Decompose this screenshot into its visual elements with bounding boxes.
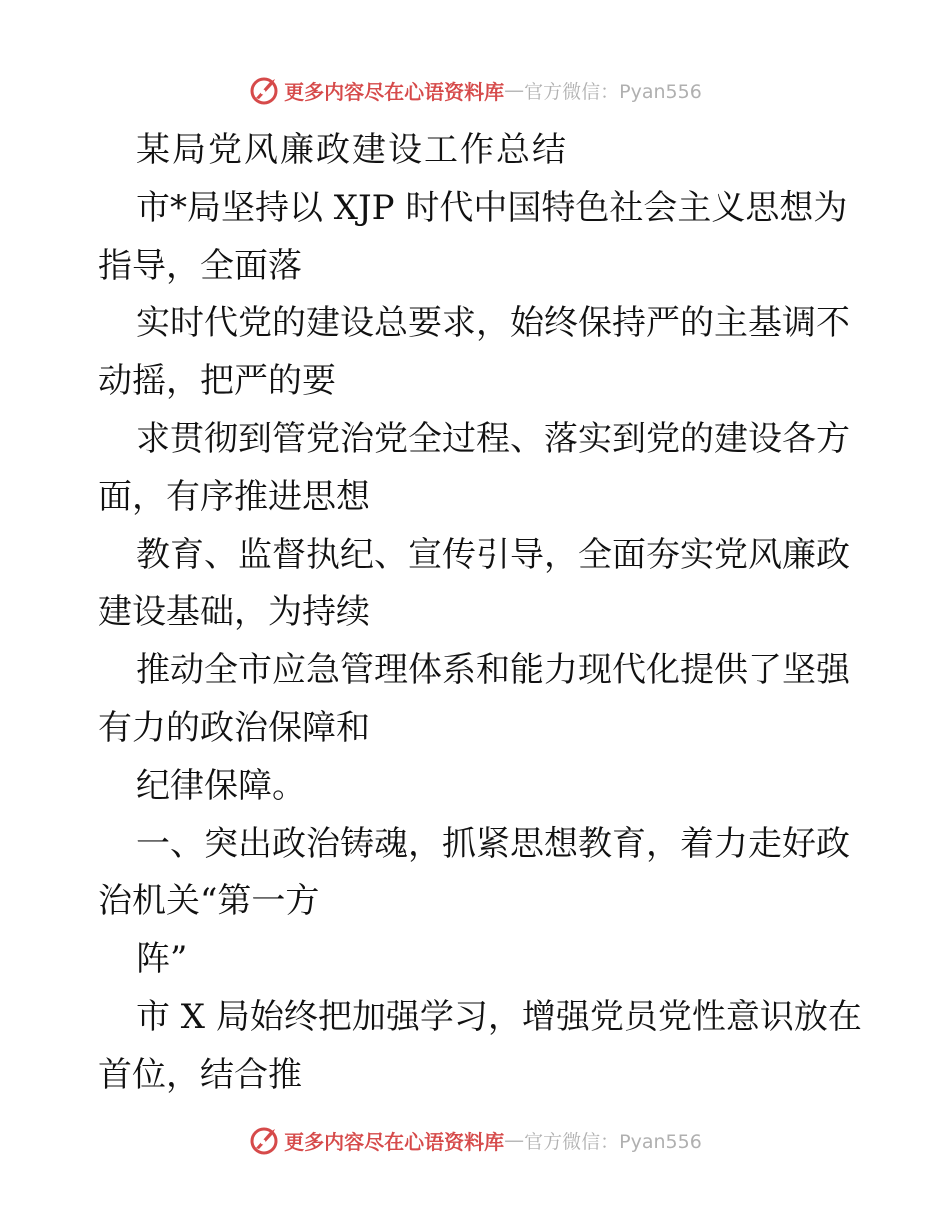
paragraph-line: 求贯彻到管党治党全过程、落实到党的建设各方 xyxy=(136,418,850,459)
paragraph-line: 实时代党的建设总要求，始终保持严的主基调不 xyxy=(136,303,850,344)
header-banner xyxy=(0,70,950,110)
paragraph-line: 动摇，把严的要 xyxy=(98,361,336,402)
banner-site-text: 更多内容尽在心语资料库 xyxy=(284,79,505,104)
paragraph-line: 首位，结合推 xyxy=(98,1054,302,1095)
document-title: 某局党风廉政建设工作总结 xyxy=(136,130,568,170)
section-heading-line: 治机关“第一方 xyxy=(98,881,320,922)
footer-banner xyxy=(0,1120,950,1160)
section-heading-line: 阵” xyxy=(136,939,188,980)
paragraph-line: 市 X 局始终把加强学习，增强党员党性意识放在 xyxy=(136,996,862,1037)
banner-separator: — xyxy=(504,1128,525,1152)
paragraph-line: 建设基础，为持续 xyxy=(98,592,370,633)
quill-logo-icon xyxy=(248,1124,280,1156)
quill-logo-icon xyxy=(248,74,280,106)
banner-separator: — xyxy=(504,78,525,102)
paragraph-line: 面，有序推进思想 xyxy=(98,476,370,517)
paragraph-line: 纪律保障。 xyxy=(136,765,306,806)
paragraph-line: 有力的政治保障和 xyxy=(98,707,370,748)
section-heading-line: 一、突出政治铸魂，抓紧思想教育，着力走好政 xyxy=(136,823,850,864)
paragraph-line: 推动全市应急管理体系和能力现代化提供了坚强 xyxy=(136,650,850,691)
document-body xyxy=(98,122,862,1105)
banner-contact-text: 官方微信：Pyan556 xyxy=(524,1130,702,1153)
paragraph-line: 市*局坚持以 XJP 时代中国特色社会主义思想为 xyxy=(136,187,848,228)
paragraph-line: 指导，全面落 xyxy=(98,245,302,286)
banner-site-text: 更多内容尽在心语资料库 xyxy=(284,1129,505,1154)
banner-contact-text: 官方微信：Pyan556 xyxy=(524,80,702,103)
paragraph-line: 教育、监督执纪、宣传引导，全面夯实党风廉政 xyxy=(136,534,850,575)
